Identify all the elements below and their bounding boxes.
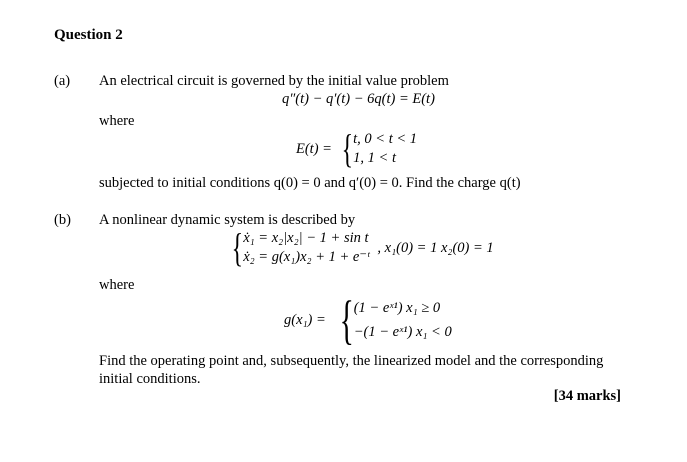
g-lhs: g(x₁) =	[284, 311, 326, 328]
part-b-intro: A nonlinear dynamic system is described by	[99, 212, 356, 228]
left-brace: {	[341, 126, 354, 171]
g-case-1: (1 − eˣ¹) x₁ ≥ 0	[353, 300, 441, 316]
part-a-intro: An electrical circuit is governed by the initial value problem	[99, 73, 449, 89]
part-b-label: (b)	[54, 212, 71, 228]
initial-values: , x₁(0) = 1 x₂(0) = 1	[377, 239, 494, 256]
marks-label: [34 marks]	[553, 388, 621, 404]
part-b-task: Find the operating point and, subsequently, the linearized model and the corresponding	[99, 353, 604, 369]
system-equations	[243, 228, 369, 268]
nonlinear-system	[224, 225, 494, 270]
E-cases	[353, 129, 417, 169]
part-b-where: where	[99, 277, 135, 293]
g-case-2: −(1 − eˣ¹) x₁ < 0	[353, 324, 452, 340]
piecewise-E	[296, 126, 418, 171]
E-case-2: 1, 1 < t	[353, 150, 396, 166]
part-a-conditions: subjected to initial conditions q(0) = 0 and q′(0) = 0. Find the charge q(t)	[99, 175, 521, 191]
E-lhs: E(t) =	[296, 140, 332, 157]
g-cases	[354, 293, 452, 347]
part-b-task-cont: initial conditions.	[99, 371, 201, 387]
E-case-1: t, 0 < t < 1	[353, 131, 418, 147]
part-a-ode: q″(t) − q′(t) − 6q(t) = E(t)	[282, 91, 435, 107]
equation-1: ẋ₁ = x₂|x₂| − 1 + sin t	[243, 230, 369, 246]
part-a-label: (a)	[54, 73, 71, 89]
left-brace: {	[339, 290, 354, 350]
question-title: Question 2	[54, 27, 123, 43]
equation-2: ẋ₂ = g(x₁)x₂ + 1 + e⁻ᵗ	[243, 249, 370, 265]
part-a-where: where	[99, 113, 135, 129]
left-brace: {	[231, 225, 244, 270]
piecewise-g	[284, 290, 452, 350]
